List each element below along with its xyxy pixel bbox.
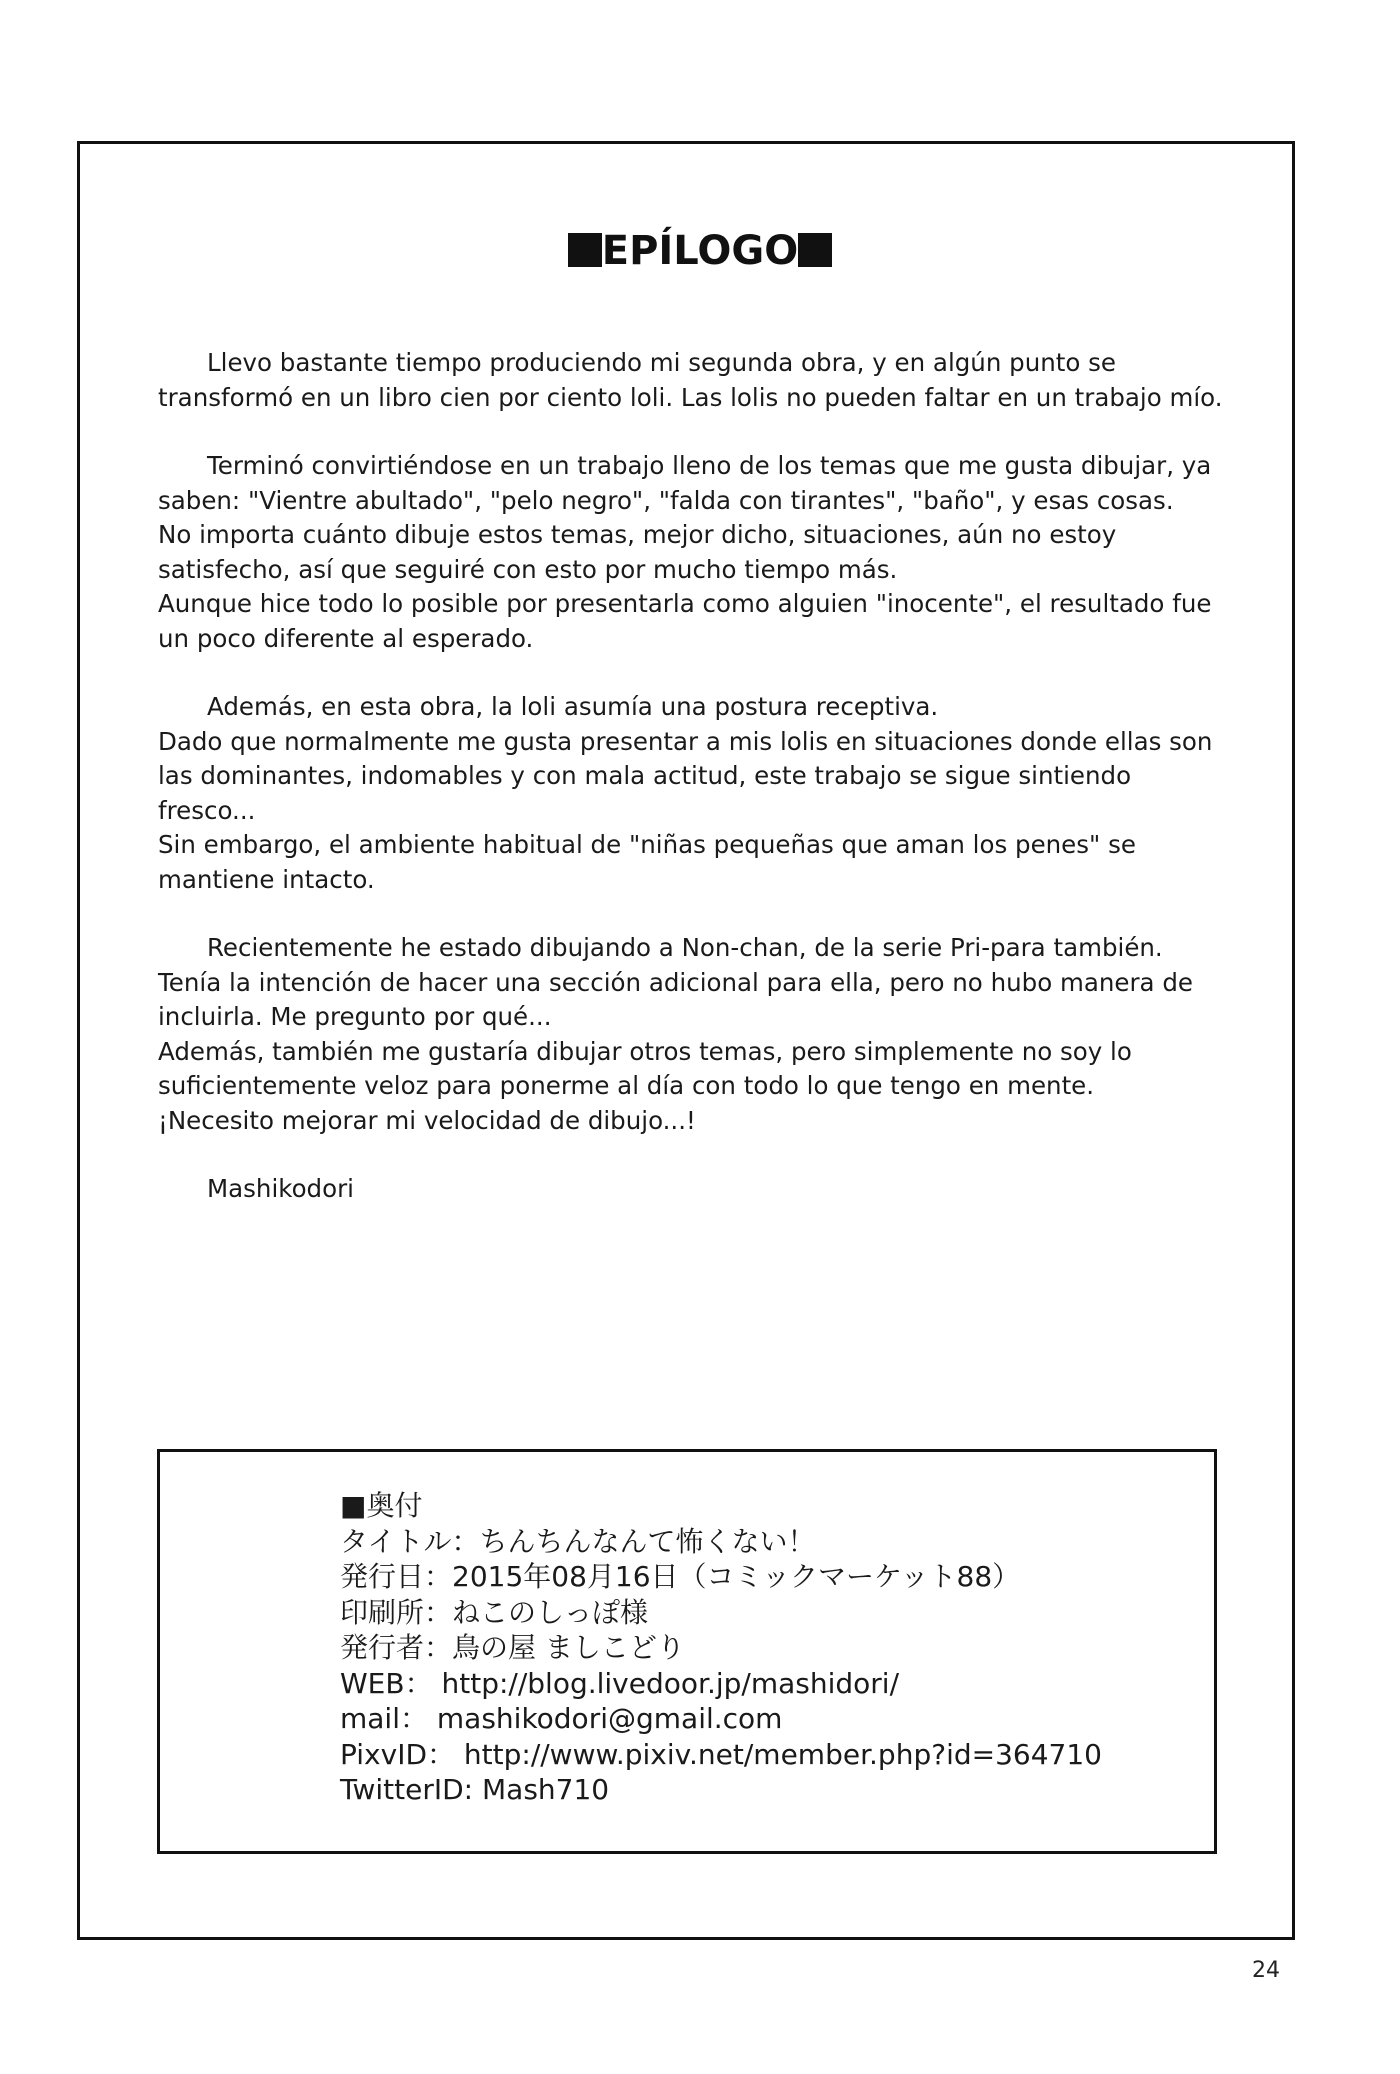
text-line: Además, también me gustaría dibujar otros temas, pero simplemente no soy lo — [158, 1036, 1132, 1066]
text-line: Aunque hice todo lo posible por presentarla como alguien "inocente", el resultado fue — [158, 589, 1212, 618]
text-line: Dado que normalmente me gusta presentar a mis lolis en situaciones donde ellas son — [158, 726, 1213, 756]
epilogue-body — [158, 346, 1238, 1207]
signature — [158, 1172, 1238, 1207]
paragraph — [158, 449, 1238, 656]
text-line: satisfecho, así que seguiré con esto por mucho tiempo más. — [158, 554, 898, 584]
colophon — [340, 1488, 1102, 1808]
black-square-icon — [798, 233, 832, 267]
black-square-icon — [568, 233, 602, 267]
text-line: No importa cuánto dibuje estos temas, mejor dicho, situaciones, aún no estoy — [158, 520, 1117, 549]
colophon-title: タイトル：ちんちんなんて怖くない！ — [340, 1524, 816, 1558]
text-line: suficientemente veloz para ponerme al día con todo lo que tengo en mente. — [158, 1071, 1095, 1100]
text-line: Recientemente he estado dibujando a Non-chan, de la serie Pri-para también. — [207, 933, 1163, 962]
colophon-pixiv: PixvID： http://www.pixiv.net/member.php?id=364710 — [340, 1737, 1102, 1771]
page-number: 24 — [1252, 1958, 1280, 1983]
colophon-heading: ■奥付 — [340, 1489, 423, 1522]
colophon-web: WEB： http://blog.livedoor.jp/mashidori/ — [340, 1666, 900, 1700]
paragraph — [158, 346, 1238, 415]
text-line: las dominantes, indomables y con mala actitud, este trabajo se sigue sintiendo — [158, 761, 1132, 790]
page-title — [0, 228, 1400, 274]
text-line: Además, en esta obra, la loli asumía una postura receptiva. — [207, 692, 939, 721]
text-line: ¡Necesito mejorar mi velocidad de dibujo...! — [158, 1105, 696, 1135]
text-line: mantiene intacto. — [158, 864, 375, 894]
text-line: incluirla. Me pregunto por qué... — [158, 1002, 552, 1031]
text-line: transformó en un libro cien por ciento loli. Las lolis no pueden faltar en un trabajo mío. — [158, 382, 1223, 412]
text-line: Sin embargo, el ambiente habitual de "niñas pequeñas que aman los penes" se — [158, 830, 1136, 859]
text-line: un poco diferente al esperado. — [158, 623, 534, 653]
paragraph — [158, 931, 1238, 1138]
text-line: Tenía la intención de hacer una sección adicional para ella, pero no hubo manera de — [158, 967, 1193, 997]
colophon-mail: mail： mashikodori@gmail.com — [340, 1702, 783, 1735]
paragraph — [158, 690, 1238, 897]
text-line: Terminó convirtiéndose en un trabajo lleno de los temas que me gusta dibujar, ya — [207, 451, 1212, 480]
text-line: Llevo bastante tiempo produciendo mi segunda obra, y en algún punto se — [207, 348, 1116, 377]
text-line: fresco... — [158, 795, 256, 825]
colophon-publisher: 発行者：鳥の屋 ましこどり — [340, 1631, 685, 1664]
title-text: EPÍLOGO — [601, 228, 799, 274]
signature-text: Mashikodori — [207, 1174, 354, 1203]
colophon-twitter: TwitterID: Mash710 — [340, 1773, 610, 1806]
colophon-printer: 印刷所：ねこのしっぽ様 — [340, 1595, 649, 1629]
colophon-date: 発行日：2015年08月16日（コミックマーケット88） — [340, 1560, 1021, 1593]
text-line: saben: "Vientre abultado", "pelo negro", "falda con tirantes", "baño", y esas cosas. — [158, 485, 1174, 515]
